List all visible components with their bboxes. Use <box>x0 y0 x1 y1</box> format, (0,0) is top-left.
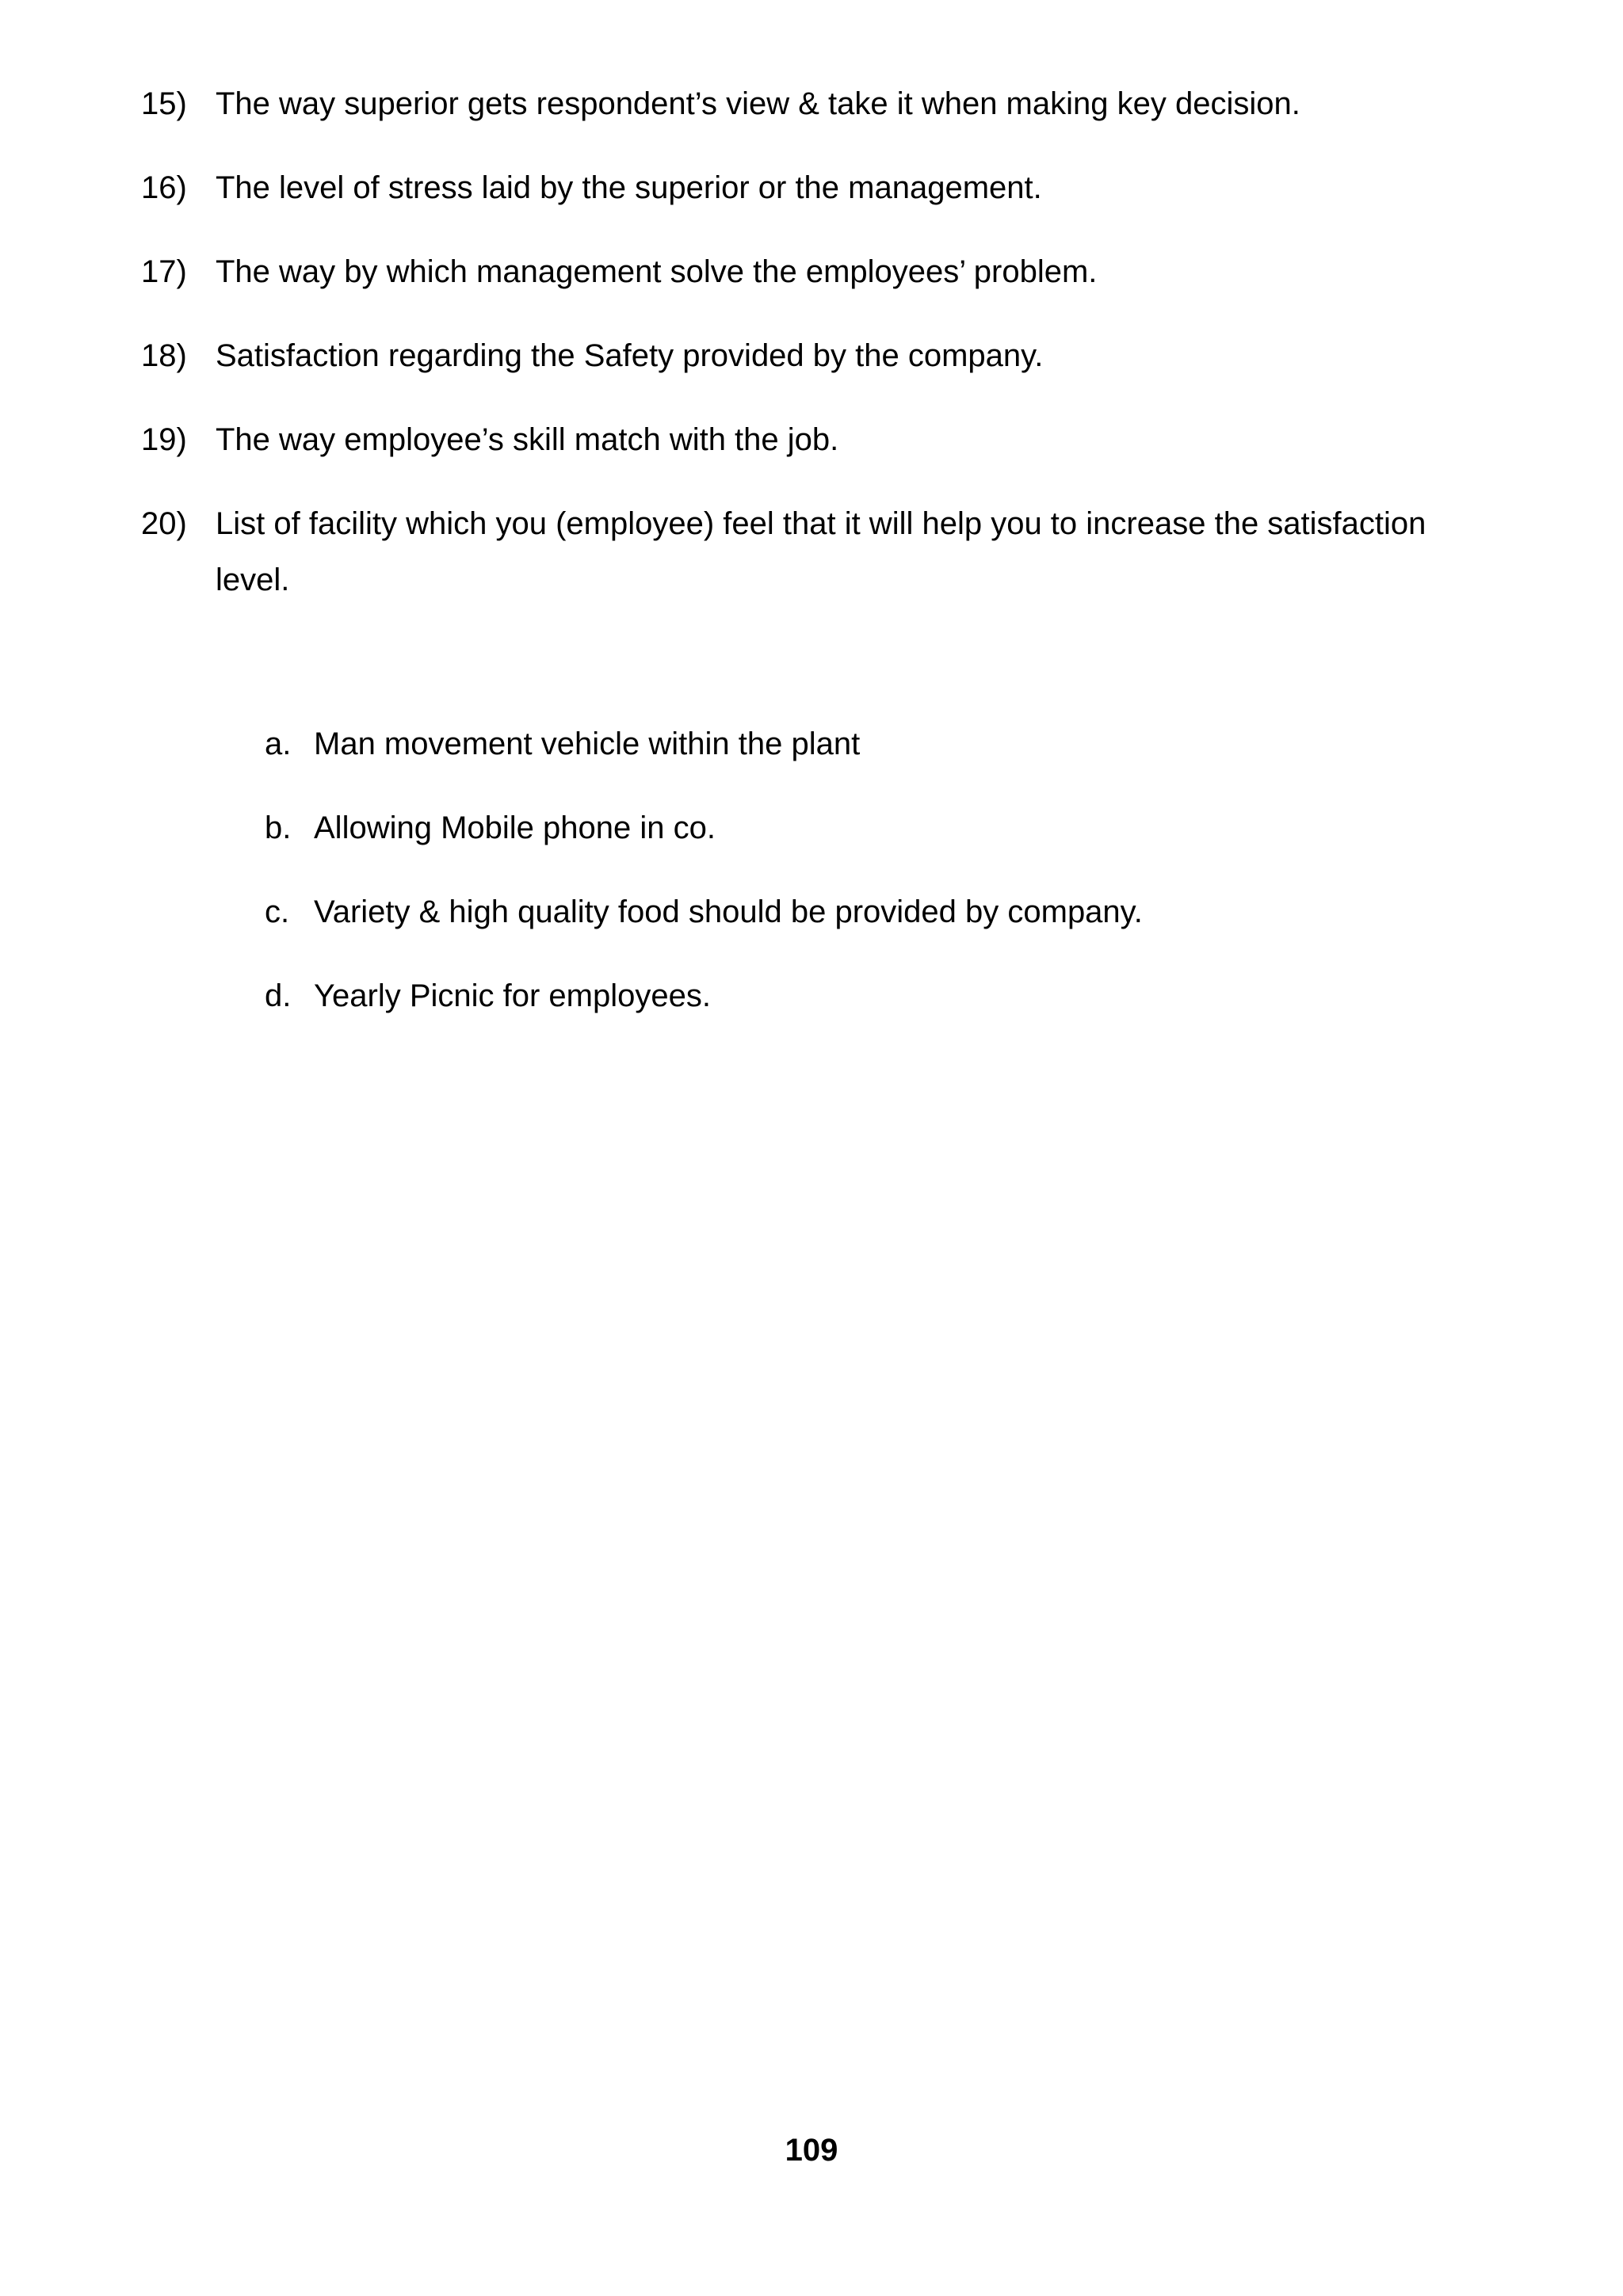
list-item <box>141 76 1488 132</box>
sub-list-item <box>265 800 1453 856</box>
item-text: The way by which management solve the employees’ problem. <box>216 254 1098 289</box>
item-number: 19) <box>141 422 187 457</box>
sub-list-item <box>265 716 1453 772</box>
item-text: The way superior gets respondent’s view & take it when making key decision. <box>216 86 1300 121</box>
sub-list-item <box>265 968 1453 1024</box>
item-number: 18) <box>141 338 187 373</box>
list-item <box>141 328 1488 384</box>
item-number: 17) <box>141 254 187 289</box>
sub-item-text: Variety & high quality food should be provided by company. <box>314 894 1143 929</box>
list-item <box>141 160 1488 216</box>
sub-item-text: Allowing Mobile phone in co. <box>314 810 716 845</box>
item-number: 15) <box>141 86 187 121</box>
item-text: The way employee’s skill match with the job. <box>216 422 839 457</box>
numbered-list <box>141 76 1488 636</box>
item-text: List of facility which you (employee) feel that it will help you to increase the satisfaction level. <box>216 506 1426 597</box>
item-number: 20) <box>141 506 187 541</box>
sub-item-letter: c. <box>265 894 290 929</box>
list-item <box>141 496 1488 608</box>
sub-item-text: Yearly Picnic for employees. <box>314 978 711 1013</box>
sub-item-letter: d. <box>265 978 292 1013</box>
lettered-sub-list <box>265 716 1453 1052</box>
item-number: 16) <box>141 170 187 205</box>
list-item <box>141 412 1488 468</box>
sub-list-item <box>265 884 1453 940</box>
item-text: The level of stress laid by the superior or the management. <box>216 170 1042 205</box>
item-text: Satisfaction regarding the Safety provided by the company. <box>216 338 1044 373</box>
page-number: 109 <box>785 2133 838 2168</box>
list-item <box>141 244 1488 300</box>
sub-item-letter: b. <box>265 810 292 845</box>
sub-item-letter: a. <box>265 727 292 761</box>
sub-item-text: Man movement vehicle within the plant <box>314 727 861 761</box>
